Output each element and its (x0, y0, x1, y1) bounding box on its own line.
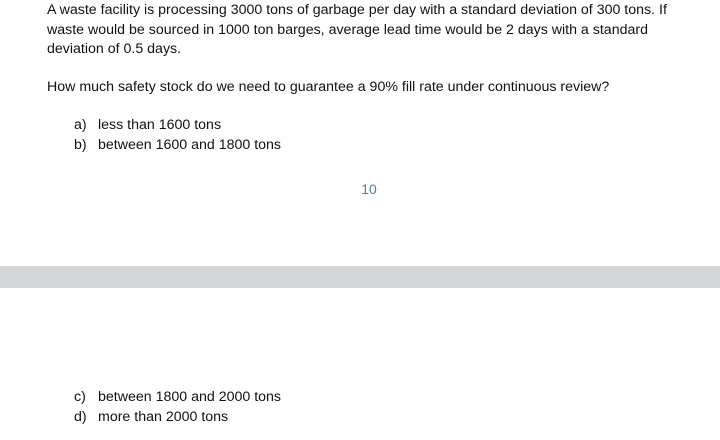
problem-statement: A waste facility is processing 3000 tons of garbage per day with a standard deviation of 300 tons. If waste would be sourced in 1000 ton barges, average lead time would be 2 days with a standard deviation of 0.5 days. (47, 2, 667, 57)
option-letter: b) (74, 136, 87, 153)
option-text: between 1800 and 2000 tons (98, 389, 282, 405)
answer-options-list-continued (74, 388, 281, 427)
page-number: 10 (361, 181, 377, 197)
option-letter: a) (74, 117, 87, 133)
answer-option-d (74, 408, 281, 428)
option-text: more than 2000 tons (98, 408, 229, 425)
option-letter: c) (74, 389, 86, 405)
answer-option-a (74, 116, 281, 136)
option-letter: d) (74, 408, 87, 425)
answer-option-c (74, 388, 281, 408)
option-text: less than 1600 tons (98, 117, 222, 133)
answer-options-list (74, 116, 281, 155)
document-page-bottom (0, 288, 720, 440)
option-text: between 1600 and 1800 tons (98, 136, 282, 153)
page-separator (0, 266, 720, 288)
question-text: How much safety stock do we need to guarantee a 90% fill rate under continuous review? (47, 79, 610, 95)
answer-option-b (74, 136, 281, 156)
